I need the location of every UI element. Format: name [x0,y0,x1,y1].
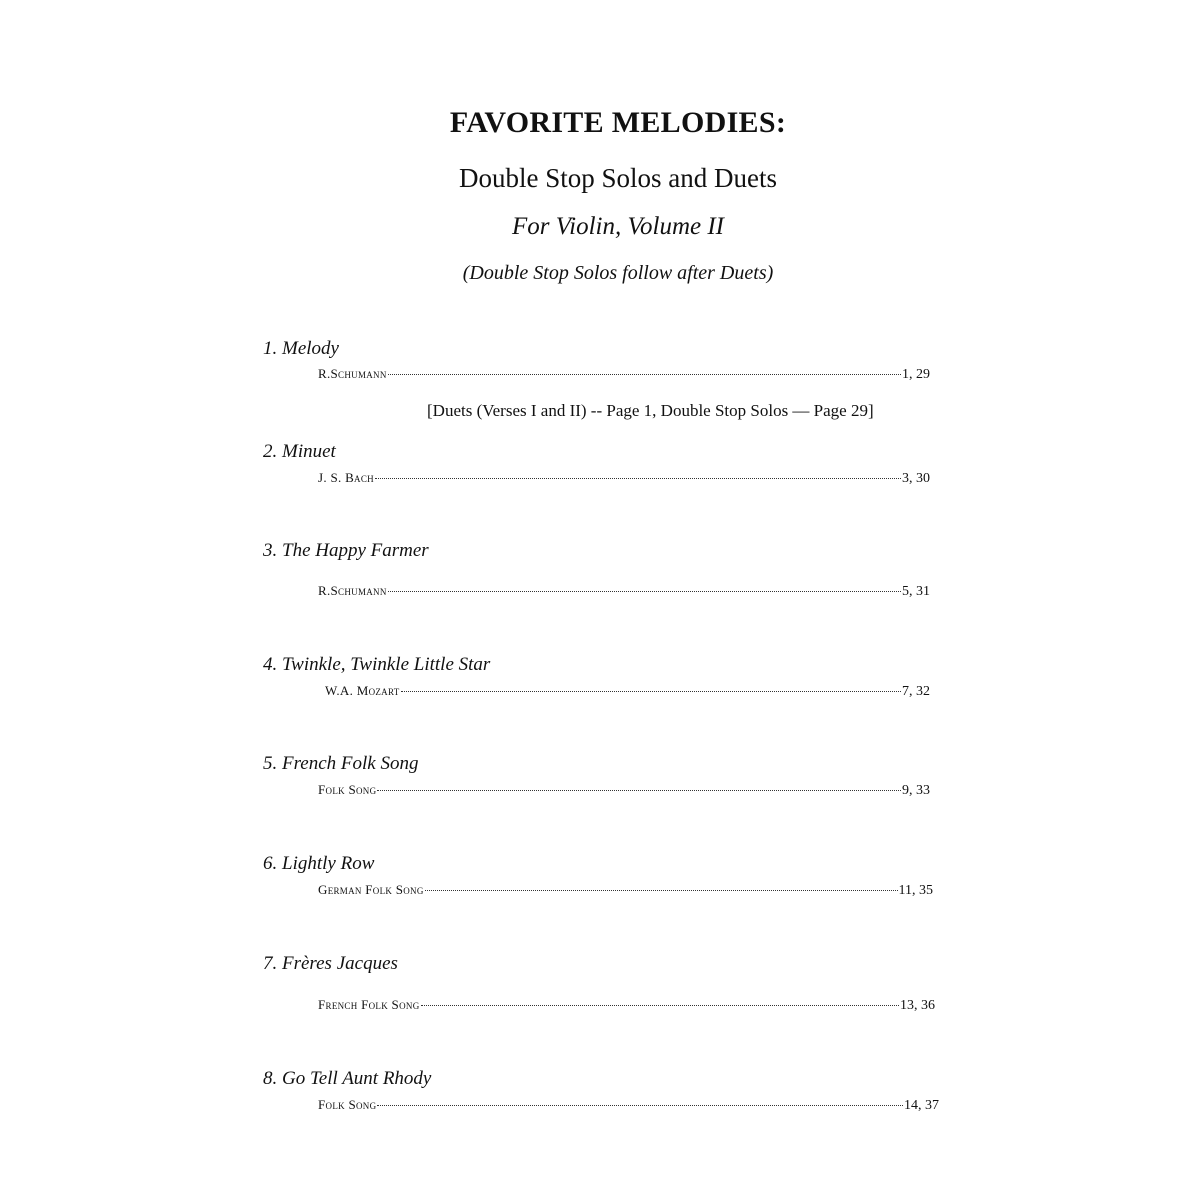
entry-pages: 7, 32 [902,684,930,699]
entry-line-aunt-rhody [318,1097,939,1114]
page-subtitle: Double Stop Solos and Duets [458,163,777,193]
entry-line-melody [318,366,930,383]
order-note: (Double Stop Solos follow after Duets) [462,262,774,284]
page-title: FAVORITE MELODIES: [449,106,787,139]
dot-leader [377,790,901,791]
entry-line-happy-farmer [318,583,930,600]
dot-leader [375,478,901,479]
entry-pages: 1, 29 [902,367,930,382]
volume-label: For Violin, Volume II [512,213,724,240]
entry-composer: Folk Song [318,782,377,797]
entry-composer: R.Schumann [318,366,387,381]
entry-title-happy-farmer: 3. The Happy Farmer [263,540,429,561]
dot-leader [388,374,901,375]
dot-leader [425,890,898,891]
entry-title-french-folk-song: 5. French Folk Song [263,753,419,774]
entry-line-twinkle [325,683,930,700]
entry-line-freres-jacques [318,997,935,1014]
entry-pages: 13, 36 [900,998,935,1013]
entry-title-melody: 1. Melody [263,338,339,359]
entry-line-lightly-row [318,882,933,899]
entry-title-aunt-rhody: 8. Go Tell Aunt Rhody [263,1068,432,1089]
dot-leader [421,1005,900,1006]
entry-title-minuet: 2. Minuet [263,441,336,462]
entry-title-twinkle: 4. Twinkle, Twinkle Little Star [263,654,491,675]
entry-composer: French Folk Song [318,997,420,1012]
entry-pages: 3, 30 [902,471,930,486]
entry-pages: 14, 37 [904,1098,939,1113]
dot-leader [388,591,901,592]
entry-line-minuet [318,470,930,487]
entry-pages: 9, 33 [902,783,930,798]
entry-line-french-folk-song [318,782,930,799]
entry-composer: R.Schumann [318,583,387,598]
entry-pages: 5, 31 [902,584,930,599]
dot-leader [401,691,901,692]
entry-composer: W.A. Mozart [325,683,400,698]
duets-page-note: [Duets (Verses I and II) -- Page 1, Double Stop Solos — Page 29] [427,401,874,420]
entry-composer: Folk Song [318,1097,377,1112]
entry-title-lightly-row: 6. Lightly Row [263,853,375,874]
entry-composer: J. S. Bach [318,470,374,485]
entry-composer: German Folk Song [318,882,424,897]
dot-leader [377,1105,903,1106]
entry-title-freres-jacques: 7. Frères Jacques [263,953,398,974]
entry-pages: 11, 35 [898,883,933,898]
